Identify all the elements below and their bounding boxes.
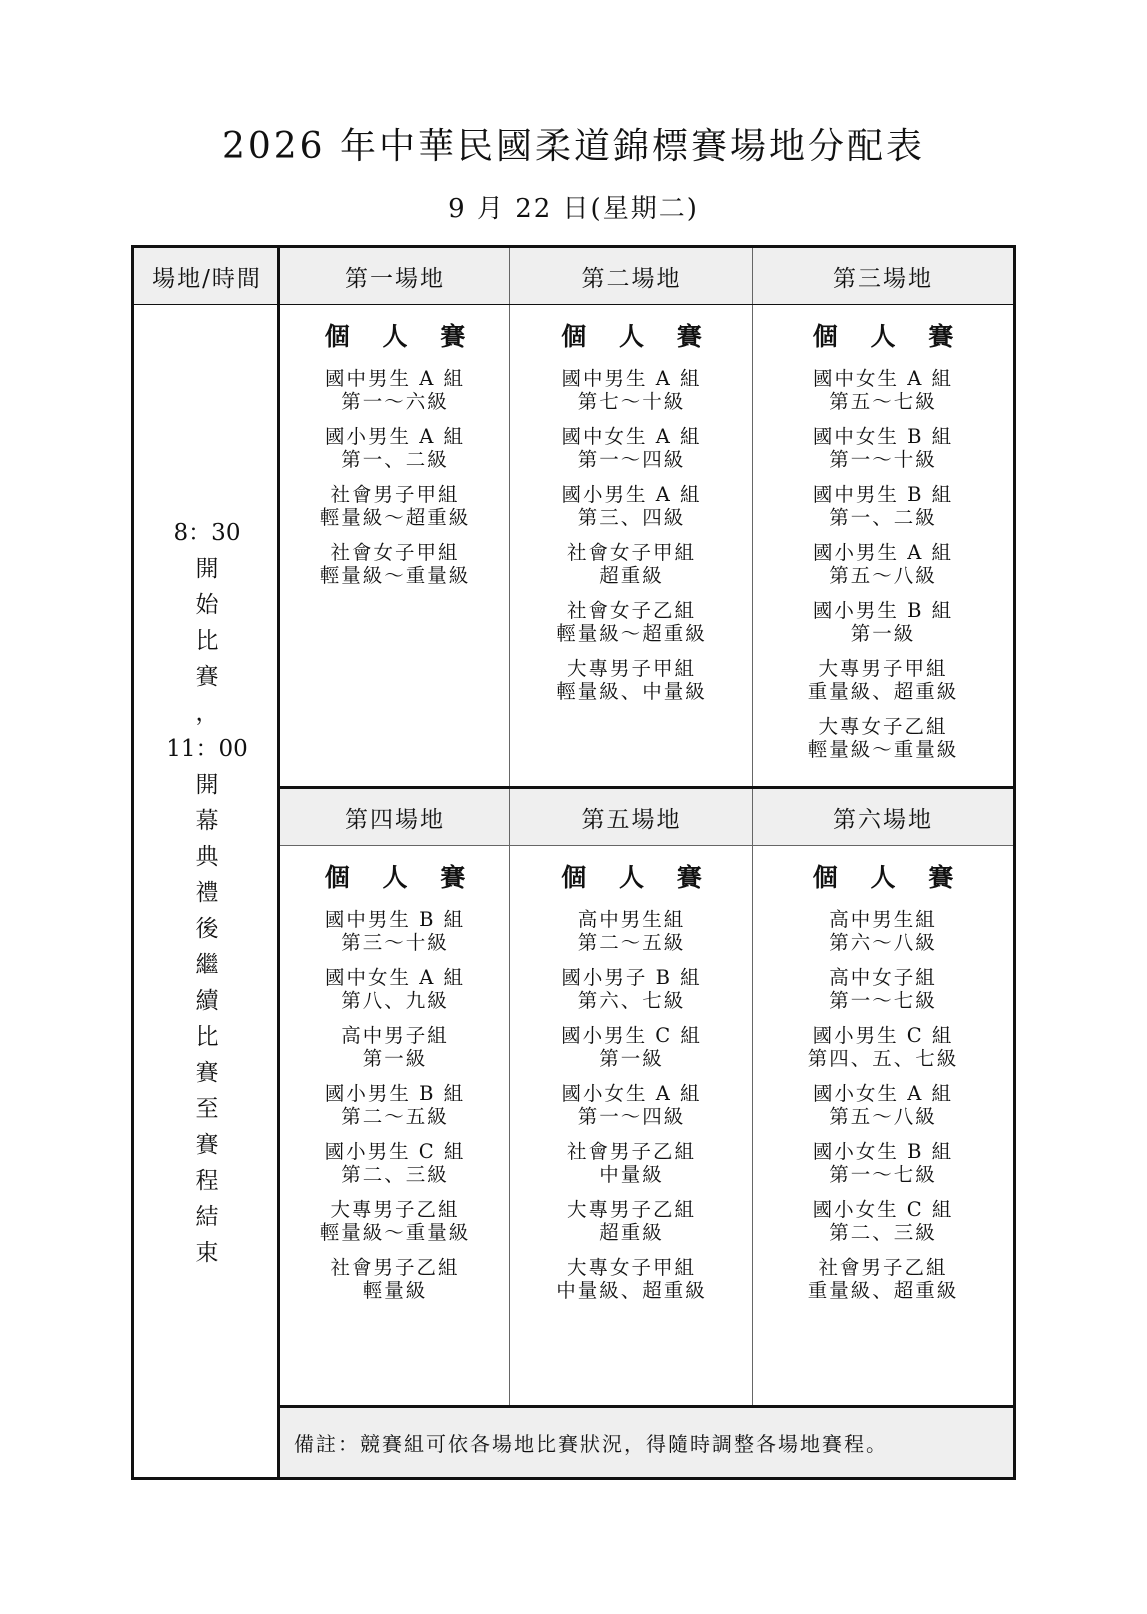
division-entry (753, 1024, 1013, 1070)
division-entry (753, 599, 1013, 645)
venue-header-3: 第三場地 (753, 248, 1013, 305)
division-name: 國小男子 B 組 (561, 966, 702, 989)
weight-classes: 中量級 (599, 1163, 664, 1186)
division-name: 大專男子甲組 (818, 657, 948, 680)
division-name: 高中男生組 (577, 908, 686, 931)
division-entry (280, 1082, 510, 1128)
weight-classes: 第一～四級 (577, 1105, 686, 1128)
weight-classes: 第二～五級 (577, 931, 686, 954)
time-char: 結 (195, 1204, 219, 1230)
time-char: 禮 (195, 880, 219, 906)
division-name: 高中男生組 (829, 908, 937, 931)
division-entry (280, 367, 510, 413)
divider (752, 248, 753, 1408)
weight-classes: 輕量級～超重級 (556, 622, 707, 645)
division-name: 國小男生 C 組 (561, 1024, 702, 1047)
division-entry (510, 1140, 753, 1186)
weight-classes: 第五～八級 (829, 1105, 937, 1128)
time-char: 賽 (195, 1060, 219, 1086)
division-entry (510, 483, 753, 529)
division-entry (280, 483, 510, 529)
weight-classes: 第一～十級 (829, 448, 937, 471)
division-entry (753, 1140, 1013, 1186)
division-entry (753, 966, 1013, 1012)
division-entry (753, 483, 1013, 529)
time-char: 賽 (195, 1132, 219, 1158)
division-entry (753, 367, 1013, 413)
weight-classes: 第四、五、七級 (807, 1047, 959, 1070)
weight-classes: 第一～六級 (341, 390, 449, 413)
divider (280, 786, 1013, 789)
division-entry (280, 966, 510, 1012)
time-char: ， (195, 700, 219, 726)
venue-header-4: 第四場地 (280, 789, 510, 846)
division-entry (510, 1198, 753, 1244)
division-entry (753, 541, 1013, 587)
schedule-table (131, 245, 1016, 1480)
division-name: 國中女生 A 組 (813, 367, 953, 390)
time-char: 束 (195, 1240, 219, 1266)
time-char: 始 (195, 592, 219, 618)
weight-classes: 重量級、超重級 (807, 1279, 959, 1302)
time-char: 續 (195, 988, 219, 1014)
division-name: 國小男生 C 組 (812, 1024, 954, 1047)
section-title: 個 人 賽 (812, 322, 966, 351)
weight-classes: 第五～八級 (829, 564, 937, 587)
division-entry (510, 657, 753, 703)
venue-cell-3 (753, 305, 1013, 789)
division-entry (510, 599, 753, 645)
venue-cell-4 (280, 846, 510, 1408)
division-name: 國小男生 B 組 (812, 599, 954, 622)
division-entry (753, 908, 1013, 954)
time-char: 典 (195, 844, 219, 870)
weight-classes: 第一～七級 (829, 989, 937, 1012)
time-char: 比 (195, 1024, 219, 1050)
section-title: 個 人 賽 (812, 863, 966, 892)
note-row: 備註：競賽組可依各場地比賽狀況，得隨時調整各場地賽程。 (280, 1408, 1013, 1477)
weight-classes: 輕量級～重量級 (319, 1221, 471, 1244)
division-name: 國中男生 A 組 (325, 367, 465, 390)
weight-classes: 第六、七級 (577, 989, 686, 1012)
division-name: 大專女子甲組 (566, 1256, 696, 1279)
weight-classes: 第一～七級 (829, 1163, 937, 1186)
weight-classes: 輕量級 (362, 1279, 428, 1302)
weight-classes: 第二～五級 (341, 1105, 449, 1128)
division-entry (510, 908, 753, 954)
division-entry (280, 1140, 510, 1186)
division-name: 社會女子甲組 (566, 541, 696, 564)
division-entry (280, 1198, 510, 1244)
corner-header: 場地/時間 (134, 248, 280, 305)
division-entry (510, 425, 753, 471)
time-char: 繼 (195, 952, 219, 978)
division-entry (753, 715, 1013, 761)
weight-classes: 中量級、超重級 (556, 1279, 707, 1302)
weight-classes: 第一級 (362, 1047, 428, 1070)
divider (277, 248, 280, 1477)
section-title: 個 人 賽 (324, 863, 478, 892)
division-name: 社會女子甲組 (330, 541, 460, 564)
weight-classes: 第八、九級 (341, 989, 449, 1012)
division-entry (280, 425, 510, 471)
division-name: 國中女生 A 組 (325, 966, 465, 989)
time-char: 後 (195, 916, 219, 942)
division-entry (510, 1024, 753, 1070)
division-name: 國中男生 B 組 (812, 483, 954, 506)
time-char: 開 (195, 772, 219, 798)
division-name: 國小男生 A 組 (813, 541, 953, 564)
division-name: 社會男子乙組 (818, 1256, 948, 1279)
division-name: 國小女生 B 組 (812, 1140, 954, 1163)
division-name: 國小男生 A 組 (325, 425, 465, 448)
division-name: 社會男子乙組 (566, 1140, 696, 1163)
weight-classes: 輕量級～重量級 (319, 564, 471, 587)
division-name: 大專男子甲組 (566, 657, 696, 680)
time-char: 賽 (195, 664, 219, 690)
division-name: 社會男子乙組 (330, 1256, 460, 1279)
venue-cell-2 (510, 305, 753, 789)
division-entry (510, 966, 753, 1012)
time-char: 幕 (195, 808, 219, 834)
division-name: 高中女子組 (829, 966, 937, 989)
weight-classes: 輕量級～超重級 (319, 506, 471, 529)
division-entry (510, 367, 753, 413)
time-char: 比 (195, 628, 219, 654)
division-entry (510, 1256, 753, 1302)
division-name: 國小男生 B 組 (324, 1082, 466, 1105)
time-char: 11：00 (166, 736, 248, 762)
division-name: 國小男生 C 組 (324, 1140, 466, 1163)
page-subtitle: 9 月 22 日(星期二) (448, 194, 699, 224)
time-char: 開 (195, 556, 219, 582)
division-entry (753, 1082, 1013, 1128)
venue-cell-5 (510, 846, 753, 1408)
division-entry (280, 1024, 510, 1070)
division-entry (753, 425, 1013, 471)
division-name: 大專男子乙組 (330, 1198, 460, 1221)
page-title: 2026 年中華民國柔道錦標賽場地分配表 (221, 126, 926, 167)
division-name: 國小女生 A 組 (561, 1082, 702, 1105)
division-name: 高中男子組 (341, 1024, 449, 1047)
division-entry (753, 1198, 1013, 1244)
venue-header-6: 第六場地 (753, 789, 1013, 846)
division-entry (753, 657, 1013, 703)
weight-classes: 第二、三級 (341, 1163, 449, 1186)
weight-classes: 第六～八級 (829, 931, 937, 954)
division-entry (280, 908, 510, 954)
weight-classes: 第二、三級 (829, 1221, 937, 1244)
weight-classes: 第三～十級 (341, 931, 449, 954)
weight-classes: 第一、二級 (829, 506, 937, 529)
division-name: 國中女生 B 組 (812, 425, 954, 448)
venue-header-2: 第二場地 (510, 248, 753, 305)
section-title: 個 人 賽 (561, 863, 714, 892)
weight-classes: 輕量級、中量級 (556, 680, 707, 703)
time-char: 8：30 (173, 520, 241, 546)
division-name: 國小男生 A 組 (561, 483, 702, 506)
divider (134, 304, 1013, 305)
time-column (134, 305, 280, 1477)
weight-classes: 第七～十級 (577, 390, 686, 413)
weight-classes: 超重級 (599, 564, 664, 587)
division-name: 國中男生 A 組 (561, 367, 702, 390)
division-name: 社會男子甲組 (330, 483, 460, 506)
venue-cell-6 (753, 846, 1013, 1408)
weight-classes: 第三、四級 (577, 506, 686, 529)
division-entry (753, 1256, 1013, 1302)
weight-classes: 第一級 (599, 1047, 664, 1070)
division-name: 大專女子乙組 (818, 715, 948, 738)
division-name: 國小女生 A 組 (813, 1082, 953, 1105)
division-entry (280, 541, 510, 587)
venue-header-1: 第一場地 (280, 248, 510, 305)
division-entry (510, 541, 753, 587)
division-name: 國中男生 B 組 (324, 908, 466, 931)
divider (509, 248, 510, 1408)
time-char: 至 (195, 1096, 219, 1122)
weight-classes: 第一級 (850, 622, 916, 645)
weight-classes: 超重級 (599, 1221, 664, 1244)
weight-classes: 重量級、超重級 (807, 680, 959, 703)
division-name: 社會女子乙組 (566, 599, 696, 622)
divider (280, 1405, 1013, 1408)
section-title: 個 人 賽 (324, 322, 478, 351)
division-name: 國中女生 A 組 (561, 425, 702, 448)
division-name: 大專男子乙組 (566, 1198, 696, 1221)
weight-classes: 輕量級～重量級 (807, 738, 959, 761)
division-entry (280, 1256, 510, 1302)
divider (280, 845, 1013, 846)
weight-classes: 第一～四級 (577, 448, 686, 471)
section-title: 個 人 賽 (561, 322, 714, 351)
weight-classes: 第五～七級 (829, 390, 937, 413)
weight-classes: 第一、二級 (341, 448, 449, 471)
time-char: 程 (195, 1168, 219, 1194)
venue-cell-1 (280, 305, 510, 789)
venue-header-5: 第五場地 (510, 789, 753, 846)
division-entry (510, 1082, 753, 1128)
division-name: 國小女生 C 組 (812, 1198, 954, 1221)
